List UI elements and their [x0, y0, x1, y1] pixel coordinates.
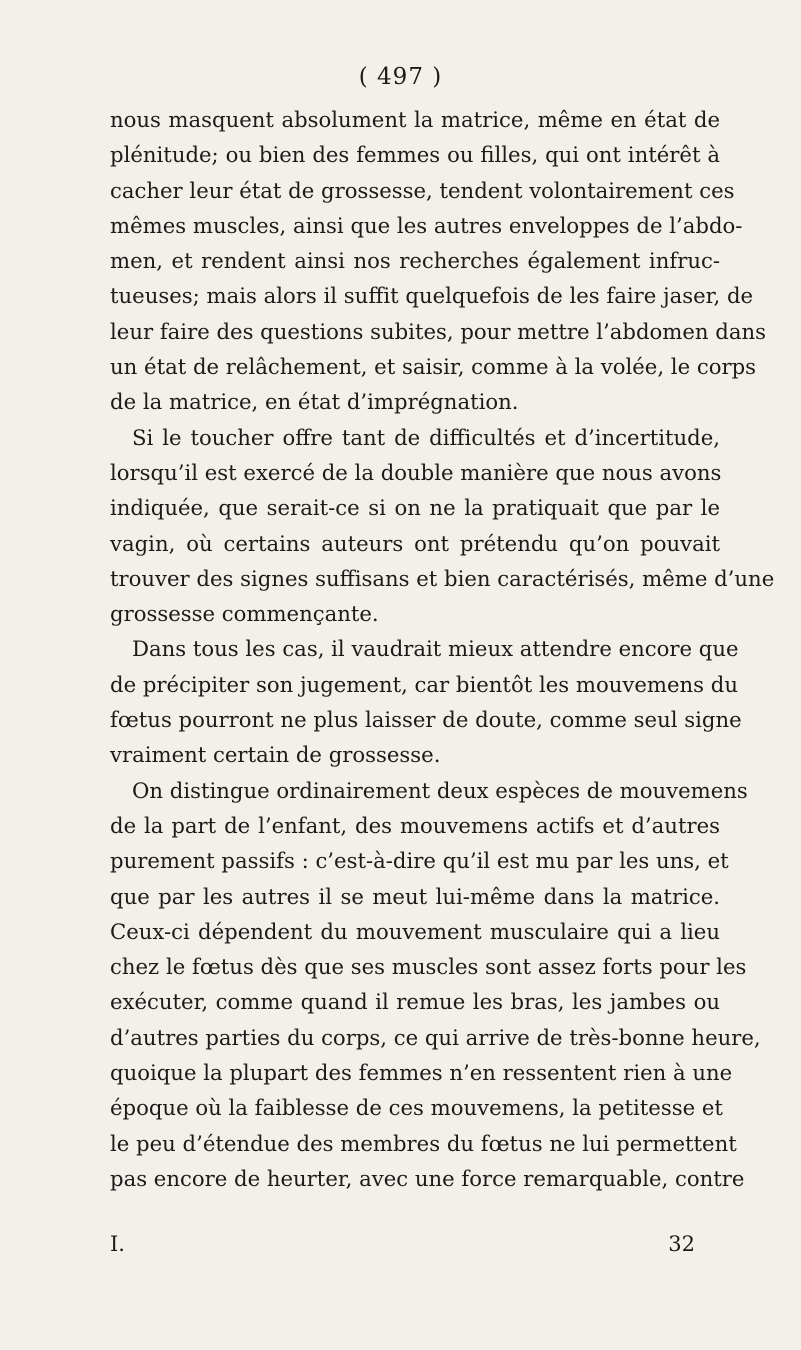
- text-line: de la matrice, en état d’imprégnation.: [110, 389, 519, 415]
- sheet-number: 32: [668, 1232, 695, 1256]
- text-line: vraiment certain de grossesse.: [110, 742, 441, 768]
- text-line: fœtus pourront ne plus laisser de doute, comme seul signe: [110, 707, 742, 733]
- text-line: plénitude; ou bien des femmes ou filles, qui ont intérêt à: [110, 142, 720, 168]
- text-line: mêmes muscles, ainsi que les autres enveloppes de l’abdo-: [110, 212, 743, 238]
- text-line: nous masquent absolument la matrice, même en état de: [110, 107, 720, 132]
- text-line: de précipiter son jugement, car bientôt les mouvemens du: [110, 671, 738, 697]
- page-number: ( 497 ): [358, 64, 443, 90]
- text-line: vagin, où certains auteurs ont prétendu qu’on pouvait: [110, 530, 720, 556]
- text-line: Dans tous les cas, il vaudrait mieux attendre encore que: [132, 636, 739, 662]
- text-line: Si le toucher offre tant de difficultés et d’incertitude,: [132, 424, 720, 450]
- text-line: cacher leur état de grossesse, tendent volontairement ces: [110, 177, 735, 203]
- text-line: grossesse commençante.: [110, 601, 379, 627]
- text-line: trouver des signes suffisans et bien caractérisés, même d’une: [110, 565, 775, 591]
- text-line: pas encore de heurter, avec une force remarquable, contre: [110, 1165, 745, 1191]
- text-line: d’autres parties du corps, ce qui arrive de très-bonne heure,: [110, 1024, 761, 1050]
- body-text: [110, 102, 775, 1196]
- text-line: purement passifs : c’est-à-dire qu’il est mu par les uns, et: [110, 848, 729, 874]
- text-line: que par les autres il se meut lui-même dans la matrice.: [110, 883, 720, 909]
- text-line: On distingue ordinairement deux espèces de mouvemens: [132, 777, 748, 803]
- text-line: men, et rendent ainsi nos recherches également infruc-: [110, 248, 720, 274]
- text-line: leur faire des questions subites, pour mettre l’abdomen dans: [110, 318, 766, 344]
- signature-mark: I.: [110, 1232, 125, 1256]
- text-line: époque où la faiblesse de ces mouvemens, la petitesse et: [110, 1095, 723, 1121]
- text-line: lorsqu’il est exercé de la double manière que nous avons: [110, 459, 722, 485]
- text-line: de la part de l’enfant, des mouvemens actifs et d’autres: [110, 812, 720, 838]
- text-line: indiquée, que serait-ce si on ne la pratiquait que par le: [110, 495, 720, 521]
- text-line: Ceux-ci dépendent du mouvement musculaire qui a lieu: [110, 918, 720, 944]
- text-line: chez le fœtus dès que ses muscles sont assez forts pour les: [110, 954, 747, 980]
- text-line: quoique la plupart des femmes n’en ressentent rien à une: [110, 1060, 733, 1086]
- text-line: exécuter, comme quand il remue les bras, les jambes ou: [110, 989, 720, 1015]
- text-line: tueuses; mais alors il suffit quelquefois de les faire jaser, de: [110, 283, 754, 309]
- text-line: le peu d’étendue des membres du fœtus ne lui permettent: [110, 1130, 737, 1156]
- text-line: un état de relâchement, et saisir, comme à la volée, le corps: [110, 354, 757, 380]
